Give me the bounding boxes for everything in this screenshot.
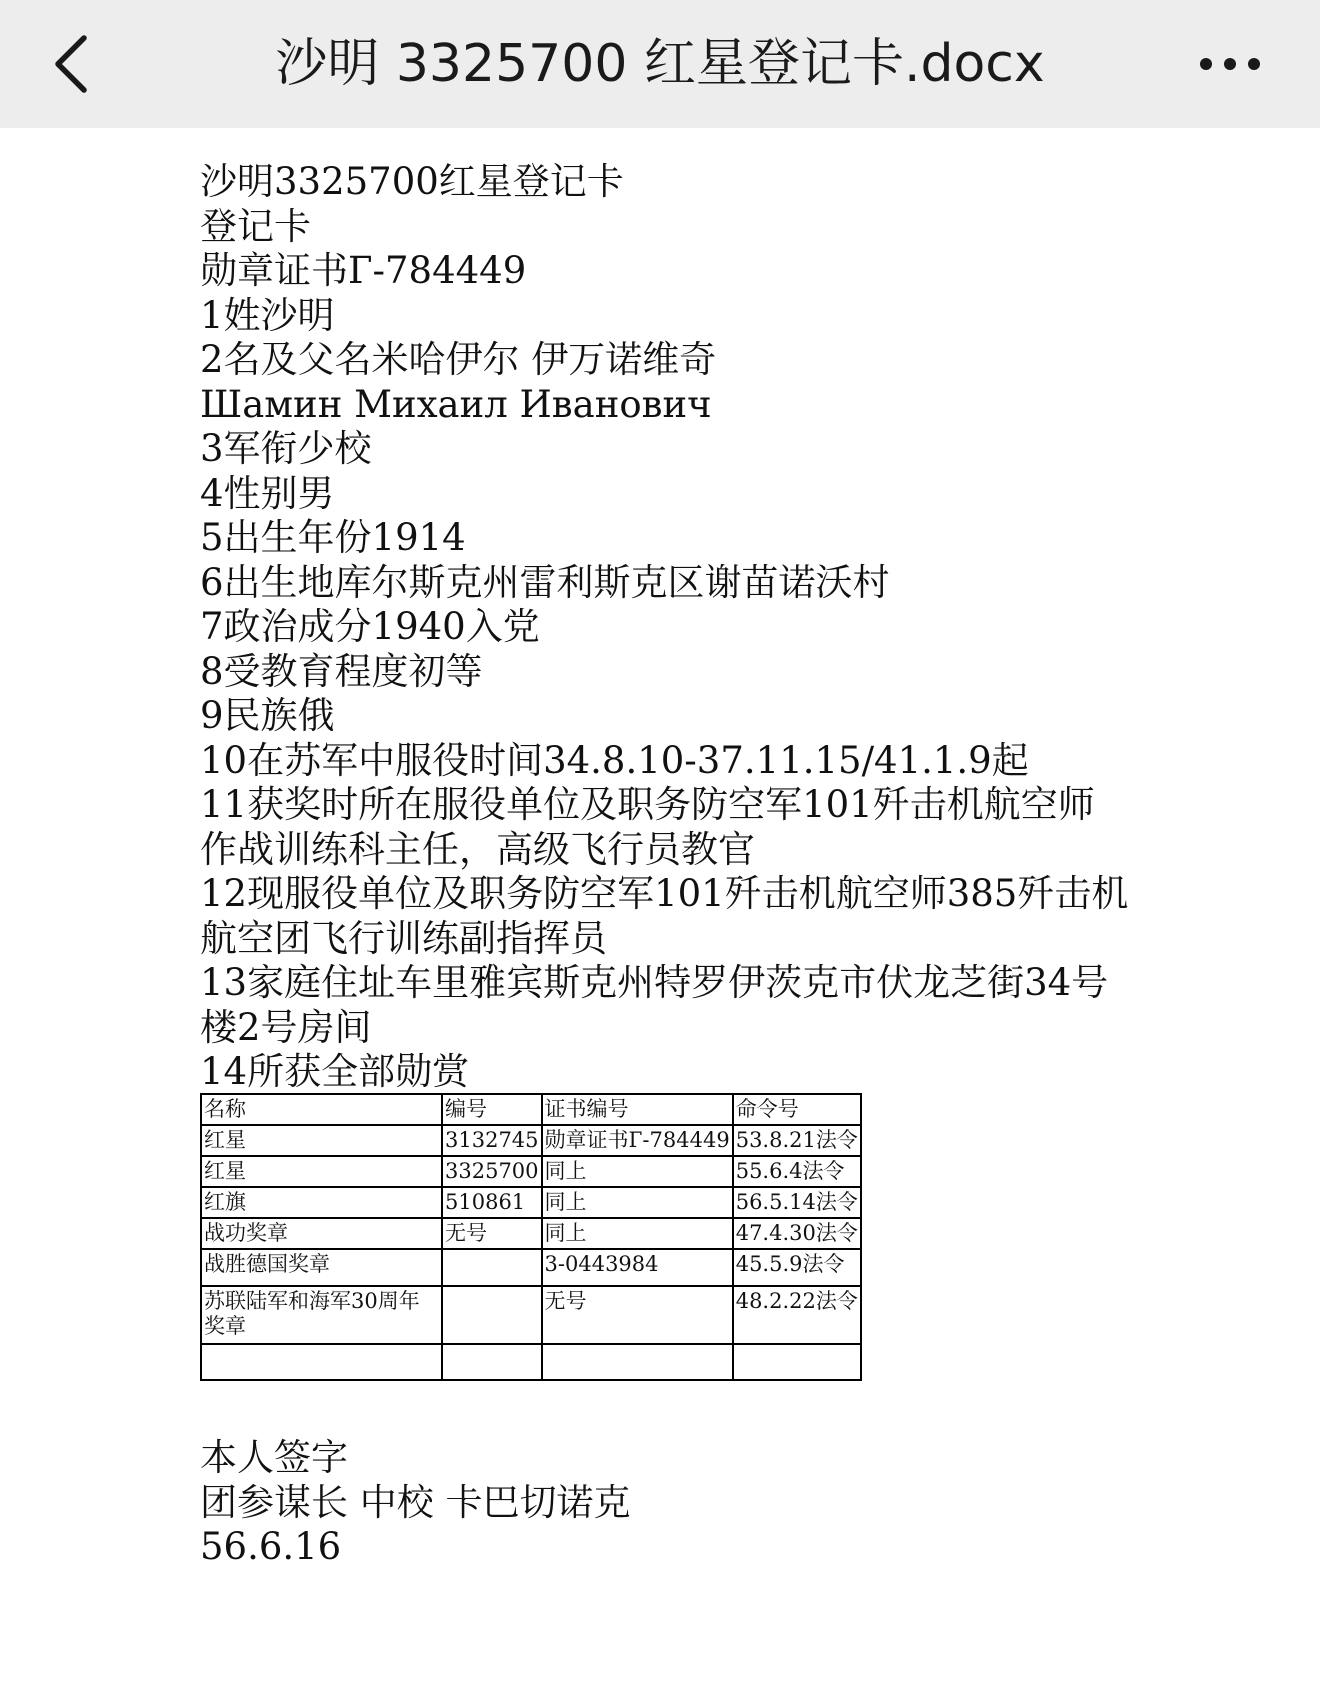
field-awards-heading: 14所获全部勋赏 bbox=[200, 1050, 470, 1093]
more-button[interactable] bbox=[1180, 30, 1280, 98]
table-row bbox=[201, 1156, 861, 1187]
field-name-patronymic: 2名及父名米哈伊尔 伊万诺维奇 bbox=[200, 338, 717, 381]
table-header-cell: 证书编号 bbox=[542, 1094, 733, 1125]
field-birthplace: 6出生地库尔斯克州雷利斯克区谢苗诺沃村 bbox=[200, 560, 890, 604]
table-row bbox=[201, 1286, 861, 1344]
field-name-russian: Шамин Михаил Иванович bbox=[200, 382, 712, 426]
table-cell: 47.4.30法令 bbox=[733, 1218, 861, 1249]
back-button[interactable] bbox=[30, 24, 110, 104]
table-header-cell: 名称 bbox=[201, 1094, 442, 1125]
more-horizontal-icon bbox=[1198, 56, 1262, 72]
table-cell bbox=[442, 1249, 542, 1286]
field-education: 8受教育程度初等 bbox=[200, 649, 483, 693]
field-surname: 1姓沙明 bbox=[200, 293, 335, 337]
field-service-period: 10在苏军中服役时间34.8.10-37.11.15/41.1.9起 bbox=[200, 738, 1029, 782]
table-cell: 3325700 bbox=[442, 1156, 542, 1187]
table-cell: 勋章证书Г-784449 bbox=[542, 1125, 733, 1156]
table-header-cell: 命令号 bbox=[733, 1094, 861, 1125]
document-body bbox=[200, 160, 1130, 1095]
table-cell: 55.6.4法令 bbox=[733, 1156, 861, 1187]
table-row bbox=[201, 1344, 861, 1380]
table-cell: 56.5.14法令 bbox=[733, 1187, 861, 1218]
table-header-cell: 编号 bbox=[442, 1094, 542, 1125]
table-cell: 3132745 bbox=[442, 1125, 542, 1156]
table-cell bbox=[201, 1344, 442, 1380]
table-row bbox=[201, 1249, 861, 1286]
table-cell: 无号 bbox=[442, 1218, 542, 1249]
table-cell: 无号 bbox=[542, 1286, 733, 1344]
table-cell: 苏联陆军和海军30周年奖章 bbox=[201, 1286, 442, 1344]
table-row bbox=[201, 1125, 861, 1156]
field-birth-year: 5出生年份1914 bbox=[200, 516, 466, 559]
table-cell bbox=[442, 1286, 542, 1344]
awards-table bbox=[200, 1093, 862, 1381]
chevron-left-icon bbox=[50, 32, 90, 96]
table-cell: 510861 bbox=[442, 1187, 542, 1218]
title-bar bbox=[0, 0, 1320, 128]
field-party: 7政治成分1940入党 bbox=[200, 605, 540, 648]
table-cell bbox=[542, 1344, 733, 1380]
field-unit-at-award: 11获奖时所在服役单位及职务防空军101歼击机航空师作战训练科主任，高级飞行员教官 bbox=[200, 783, 1095, 871]
table-row bbox=[201, 1187, 861, 1218]
table-cell: 红星 bbox=[201, 1156, 442, 1187]
signature-label: 本人签字 bbox=[200, 1436, 348, 1479]
doc-subheading: 登记卡 bbox=[200, 204, 311, 248]
table-cell bbox=[733, 1344, 861, 1380]
table-cell: 45.5.9法令 bbox=[733, 1249, 861, 1286]
table-cell: 同上 bbox=[542, 1187, 733, 1218]
field-rank: 3军衔少校 bbox=[200, 427, 372, 470]
table-cell: 53.8.21法令 bbox=[733, 1125, 861, 1156]
document-title: 沙明 3325700 红星登记卡.docx bbox=[275, 34, 1045, 94]
table-cell: 红旗 bbox=[201, 1187, 442, 1218]
field-gender: 4性别男 bbox=[200, 471, 335, 515]
certificate-number: 勋章证书Г-784449 bbox=[200, 249, 527, 292]
table-cell: 战功奖章 bbox=[201, 1218, 442, 1249]
field-nationality: 9民族俄 bbox=[200, 694, 335, 737]
table-cell: 48.2.22法令 bbox=[733, 1286, 861, 1344]
table-cell: 战胜德国奖章 bbox=[201, 1249, 442, 1286]
field-current-unit: 12现服役单位及职务防空军101歼击机航空师385歼击机航空团飞行训练副指挥员 bbox=[200, 872, 1129, 960]
table-cell: 同上 bbox=[542, 1218, 733, 1249]
table-cell bbox=[442, 1344, 542, 1380]
field-home-address: 13家庭住址车里雅宾斯克州特罗伊茨克市伏龙芝街34号楼2号房间 bbox=[200, 961, 1109, 1049]
table-row bbox=[201, 1218, 861, 1249]
table-header-row bbox=[201, 1094, 861, 1125]
signature-date: 56.6.16 bbox=[200, 1525, 342, 1568]
signer-name: 团参谋长 中校 卡巴切诺克 bbox=[200, 1480, 631, 1524]
signature-block bbox=[200, 1436, 631, 1570]
table-cell: 同上 bbox=[542, 1156, 733, 1187]
table-cell: 3-0443984 bbox=[542, 1249, 733, 1286]
table-cell: 红星 bbox=[201, 1125, 442, 1156]
doc-heading: 沙明3325700红星登记卡 bbox=[200, 160, 624, 203]
